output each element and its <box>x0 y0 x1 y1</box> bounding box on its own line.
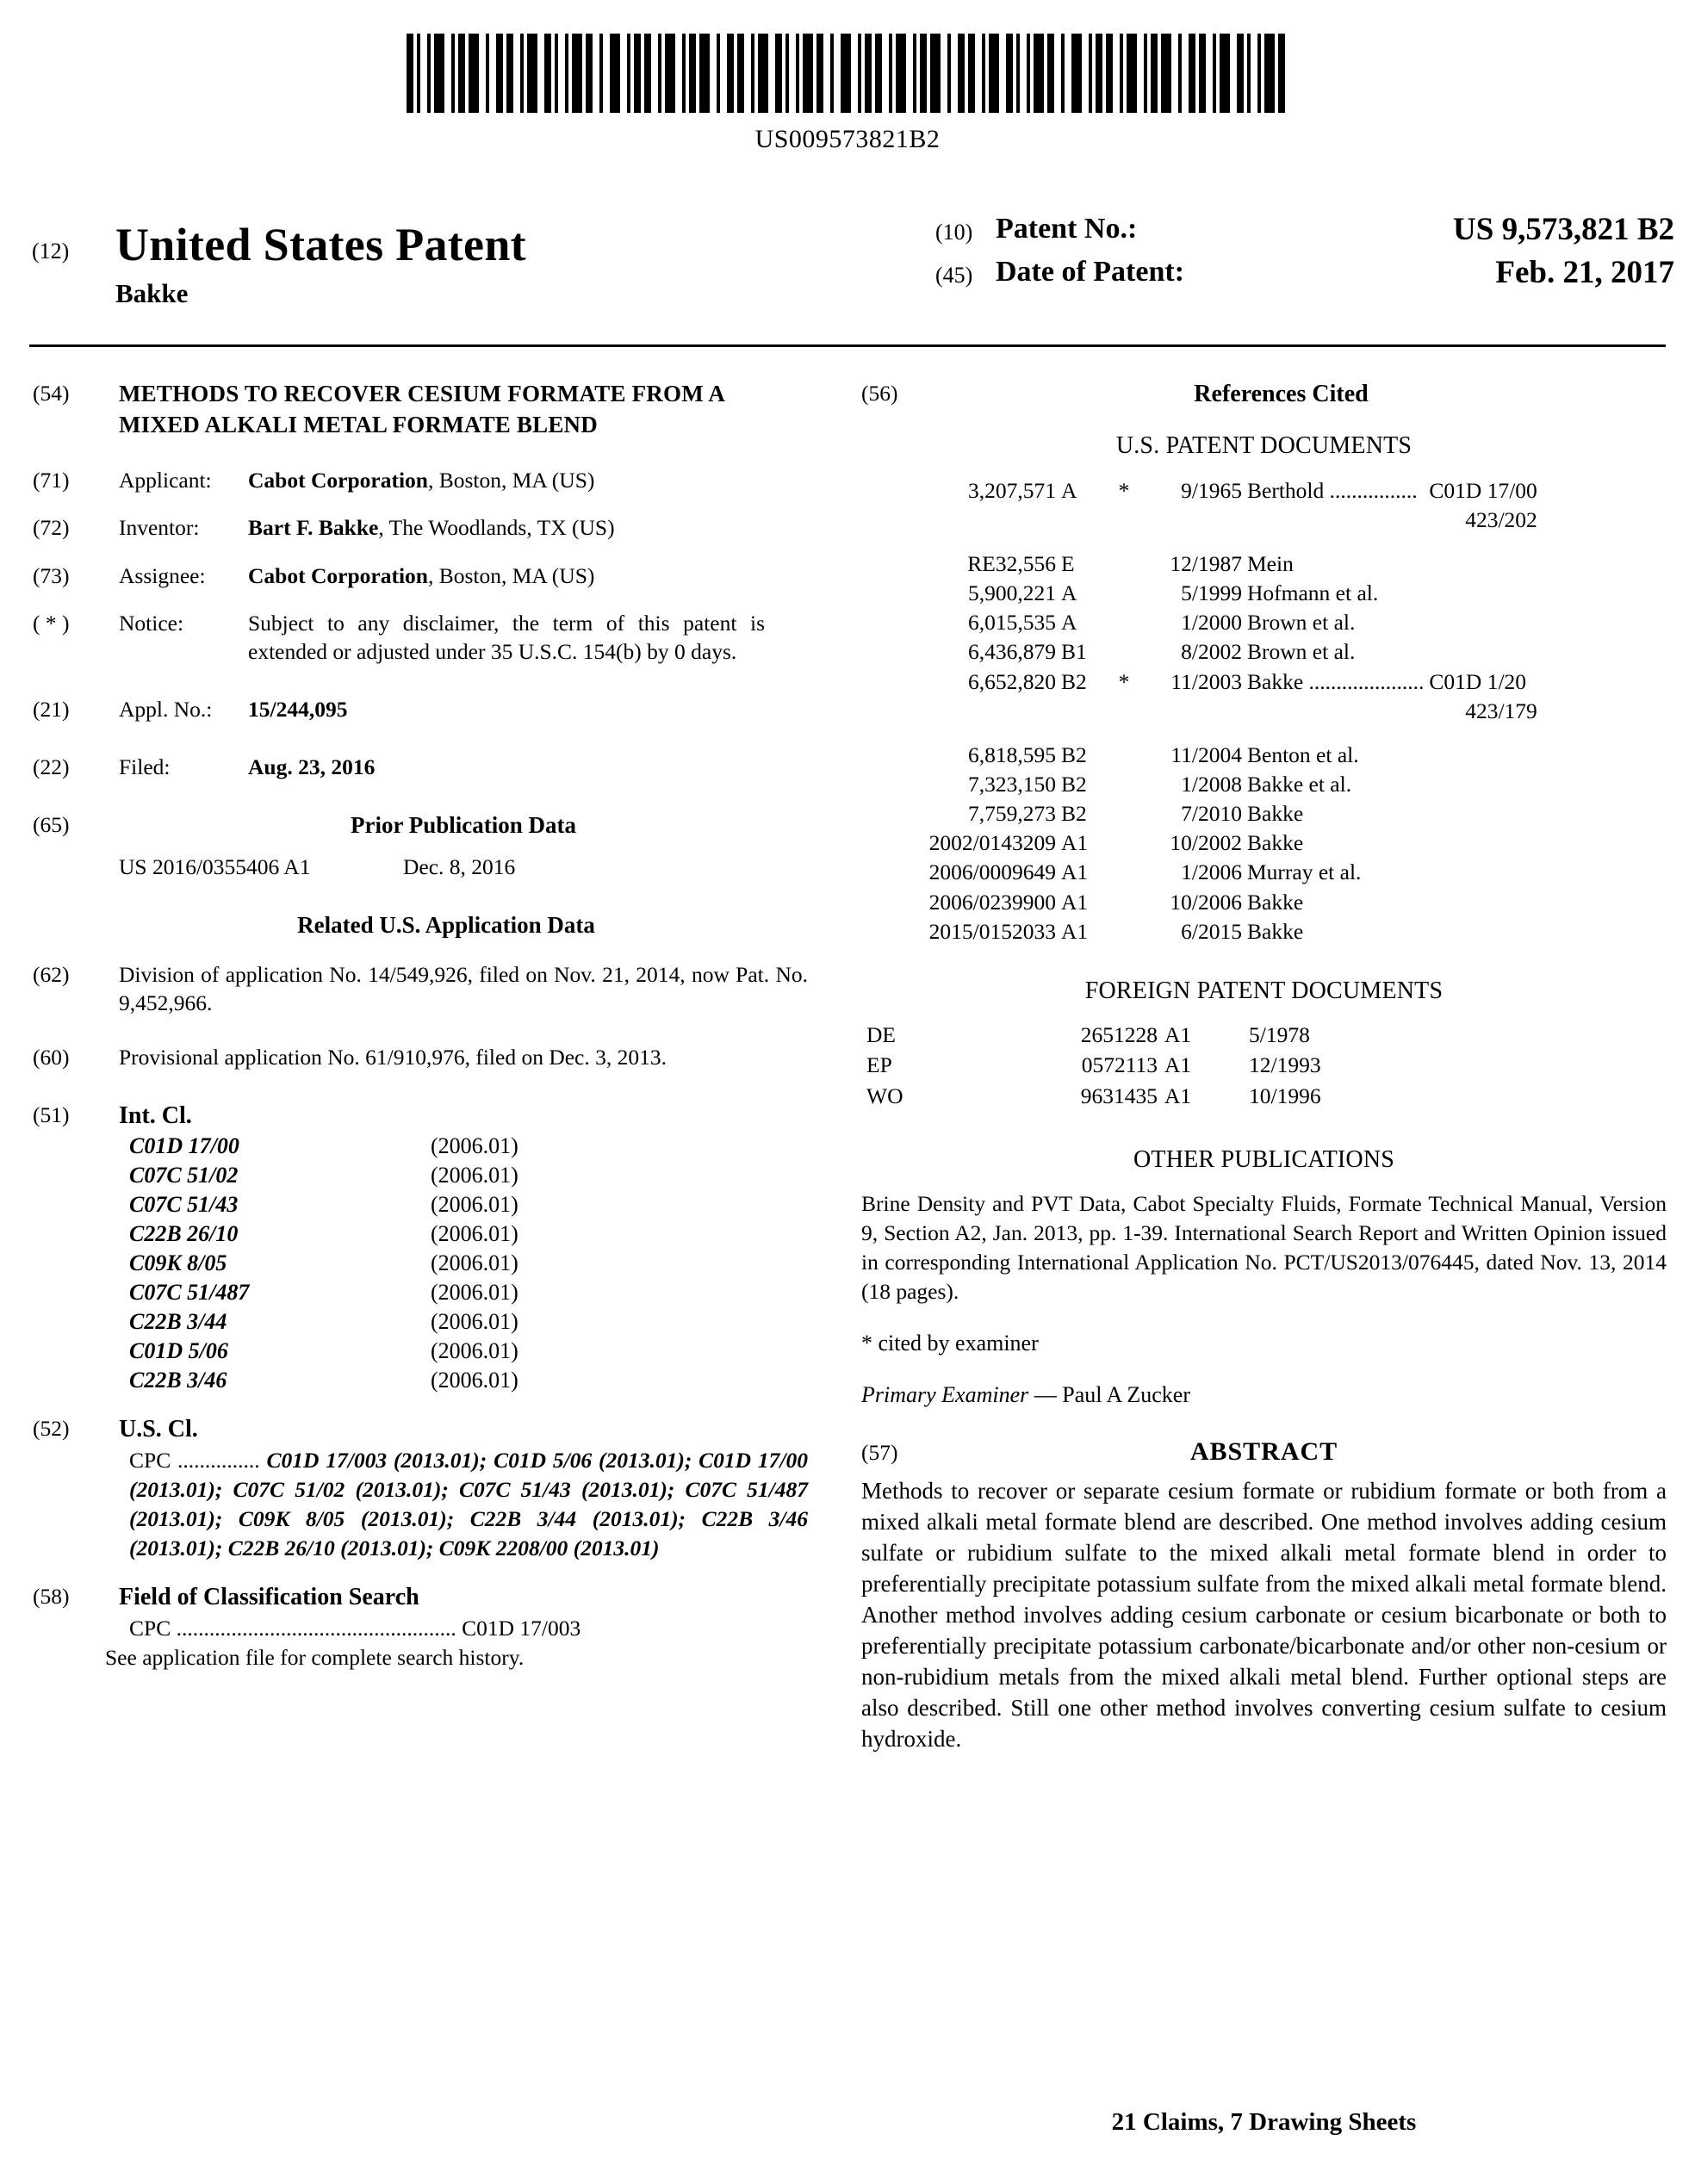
related-app-heading: Related U.S. Application Data <box>297 912 595 939</box>
reference-star: * <box>1118 477 1130 503</box>
intcl-date-value: (2006.01) <box>431 1250 518 1276</box>
primary-examiner <box>861 1381 1667 1410</box>
reference-name: Bakke <box>1247 889 1304 915</box>
patent-date-code: (45) <box>935 263 973 288</box>
table-row <box>866 770 1543 799</box>
table-row <box>866 828 1543 858</box>
abstract-text: Methods to recover or separate cesium formate or rubidium formate or both from a mixed alkali metal formate blend are described. One method involves adding cesium sulfate or rubidium sulfate to the mixed alkali metal formate blend in order to preferentially precipitate potassium sulfate from the mixed alkali metal formate blend. Another method involves adding cesium carbonate or cesium bicarbonate or both to preferentially precipitate potassium carbonate/bicarbonate and/or other non-cesium or non-rubidium metals from the mixed alkali metal blend. Further optional steps are also described. Still one other method involves converting cesium sulfate to cesium hydroxide. <box>861 1478 1667 1752</box>
primary-examiner-label: Primary Examiner <box>861 1381 1029 1407</box>
reference-name: Murray et al. <box>1247 859 1362 885</box>
division-code: (62) <box>33 961 70 987</box>
filed-code: (22) <box>33 754 70 780</box>
table-row <box>866 1051 1328 1081</box>
doc-code: (12) <box>32 239 70 264</box>
prior-pub-line <box>119 853 808 881</box>
reference-date: 8/2002 <box>1181 639 1242 665</box>
reference-name: Hofmann et al. <box>1247 580 1379 606</box>
reference-star <box>1114 579 1139 608</box>
reference-name: Brown et al. <box>1247 639 1356 665</box>
right-column <box>861 379 1667 1754</box>
masthead-right <box>916 211 1674 297</box>
patent-number-code: (10) <box>935 220 973 245</box>
reference-number: 2002/0143209 <box>928 830 1056 856</box>
intcl-code-value: C07C 51/02 <box>129 1163 239 1188</box>
intcl-row <box>129 1190 808 1219</box>
intcl-entry <box>33 1101 808 1395</box>
patent-date-value: Feb. 21, 2017 <box>1495 255 1674 290</box>
primary-examiner-value: — Paul A Zucker <box>1028 1381 1191 1407</box>
intcl-date-value: (2006.01) <box>431 1192 518 1218</box>
table-row <box>866 917 1543 946</box>
reference-subclass: 423/202 <box>1465 506 1537 532</box>
barcode-number: US009573821B2 <box>754 125 941 153</box>
other-publications-heading: OTHER PUBLICATIONS <box>1133 1145 1395 1173</box>
table-row <box>866 1082 1328 1112</box>
intcl-row <box>129 1337 808 1366</box>
patent-number-label: Patent No.: <box>996 213 1138 245</box>
reference-date: 1/2008 <box>1181 772 1242 797</box>
invention-title: METHODS TO RECOVER CESIUM FORMATE FROM A MIXED ALKALI METAL FORMATE BLEND <box>119 381 724 437</box>
table-row <box>866 608 1543 637</box>
prior-pub-code: (65) <box>33 812 70 838</box>
reference-number: 6,818,595 <box>968 741 1056 767</box>
fcs-cpc: CPC ................................................... C01D 17/003 <box>129 1615 581 1641</box>
foreign-kind: A1 <box>1164 1022 1192 1048</box>
prior-pub-heading: Prior Publication Data <box>351 812 576 839</box>
reference-date: 9/1965 <box>1181 477 1242 503</box>
notice-entry <box>33 609 808 666</box>
fcs-label: Field of Classification Search <box>119 1584 419 1611</box>
intcl-date-value: (2006.01) <box>431 1309 518 1335</box>
intcl-code-value: C22B 26/10 <box>129 1221 239 1247</box>
reference-kind: B1 <box>1061 639 1087 665</box>
reference-class <box>1429 828 1542 858</box>
inventor-surname: Bakke <box>115 278 189 308</box>
reference-date: 10/2006 <box>1170 889 1242 915</box>
uscl-text <box>129 1446 808 1564</box>
reference-number: 7,323,150 <box>968 772 1056 797</box>
reference-star <box>1114 917 1139 946</box>
reference-kind: A <box>1061 477 1077 503</box>
reference-date: 1/2000 <box>1181 610 1242 636</box>
reference-star <box>1114 770 1139 799</box>
fcs-entry <box>33 1582 808 1672</box>
foreign-country-code: EP <box>866 1052 892 1078</box>
title-entry <box>33 379 808 440</box>
us-patent-documents-table <box>866 476 1543 946</box>
reference-name: Mein <box>1247 551 1294 577</box>
table-spacer <box>866 726 1543 741</box>
related-heading-entry <box>33 910 808 940</box>
reference-kind: A <box>1061 610 1077 636</box>
reference-date: 1/2006 <box>1181 859 1242 885</box>
patent-date-row <box>916 254 1674 297</box>
intcl-row <box>129 1161 808 1190</box>
table-row-subclass <box>866 506 1543 535</box>
prior-pub-date: Dec. 8, 2016 <box>403 854 516 880</box>
table-row <box>866 799 1543 828</box>
assignee-body <box>119 562 808 590</box>
filed-label: Filed: <box>119 754 171 780</box>
table-row-subclass <box>866 697 1543 726</box>
table-row <box>866 741 1543 770</box>
applicant-label: Applicant: <box>119 468 212 493</box>
intcl-row <box>129 1366 808 1395</box>
reference-kind: B2 <box>1061 741 1087 767</box>
intcl-date-value: (2006.01) <box>431 1133 518 1159</box>
reference-class <box>1429 741 1542 770</box>
reference-number: 3,207,571 <box>968 477 1056 503</box>
notice-text: Subject to any disclaimer, the term of this patent is extended or adjusted under 35 U.S.C. 154(b) by 0 days. <box>248 610 765 664</box>
reference-kind: A1 <box>1061 859 1089 885</box>
reference-name: Bakke <box>1247 801 1304 827</box>
reference-class <box>1429 579 1542 608</box>
reference-number: RE32,556 <box>967 551 1056 577</box>
table-row <box>866 476 1543 506</box>
reference-class <box>1429 637 1542 667</box>
reference-number: 7,759,273 <box>968 801 1056 827</box>
abstract-code: (57) <box>861 1440 898 1466</box>
claims-sheets-line: 21 Claims, 7 Drawing Sheets <box>1111 2108 1417 2136</box>
title-code: (54) <box>33 381 70 406</box>
appl-no-code: (21) <box>33 696 70 722</box>
foreign-number: 2651228 <box>1080 1022 1158 1048</box>
reference-number: 6,015,535 <box>968 610 1056 636</box>
reference-kind: B2 <box>1061 801 1087 827</box>
uscl-codes: C01D 17/003 (2013.01); C01D 5/06 (2013.01); C01D 17/00 (2013.01); C07C 51/02 (2013.01); C07C 51/43 (2013.01); C07C 51/487 (2013.01); C09K 8/05 (2013.01); C22B 3/44 (2013.01); C22B 3/46 (2013.01); C22B 26/10 (2013.01); C09K 2208/00 (2013.01) <box>129 1447 808 1561</box>
fcs-note: See application file for complete search history. <box>105 1644 525 1670</box>
intcl-code: (51) <box>33 1101 70 1127</box>
reference-star <box>1114 608 1139 637</box>
reference-class <box>1429 917 1542 946</box>
reference-number: 5,900,221 <box>968 580 1056 606</box>
reference-class <box>1429 770 1542 799</box>
reference-date: 5/1999 <box>1181 580 1242 606</box>
reference-kind: B2 <box>1061 668 1087 694</box>
foreign-kind: A1 <box>1164 1083 1192 1108</box>
intcl-code-value: C07C 51/487 <box>129 1280 250 1306</box>
reference-star <box>1114 637 1139 667</box>
intcl-label: Int. Cl. <box>119 1101 192 1129</box>
foreign-kind: A1 <box>1164 1052 1192 1078</box>
appl-no-label: Appl. No.: <box>119 696 213 722</box>
us-docs-heading: U.S. PATENT DOCUMENTS <box>1115 432 1412 460</box>
reference-kind: A <box>1061 580 1077 606</box>
appl-no-value: 15/244,095 <box>248 696 348 722</box>
reference-kind: A1 <box>1061 830 1089 856</box>
foreign-date: 12/1993 <box>1249 1052 1321 1078</box>
masthead <box>29 211 1674 340</box>
filed-entry <box>33 753 808 781</box>
intcl-date-value: (2006.01) <box>431 1221 518 1247</box>
reference-class <box>1429 858 1542 887</box>
intcl-date-value: (2006.01) <box>431 1163 518 1188</box>
intcl-code-value: C07C 51/43 <box>129 1192 239 1218</box>
foreign-docs-heading: FOREIGN PATENT DOCUMENTS <box>1084 977 1444 1004</box>
reference-date: 12/1987 <box>1170 551 1242 577</box>
foreign-date: 10/1996 <box>1249 1083 1321 1108</box>
reference-date: 11/2003 <box>1170 668 1242 694</box>
foreign-country-code: WO <box>866 1083 903 1108</box>
barcode-area <box>0 26 1695 154</box>
division-text: Division of application No. 14/549,926, filed on Nov. 21, 2014, now Pat. No. 9,452,966. <box>119 961 808 1015</box>
intcl-code-value: C01D 17/00 <box>129 1133 239 1159</box>
assignee-entry <box>33 562 808 590</box>
assignee-name: Cabot Corporation <box>248 562 428 588</box>
reference-class <box>1429 549 1542 579</box>
reference-number: 2006/0009649 <box>928 859 1056 885</box>
patent-number-row <box>916 211 1674 254</box>
intcl-code-value: C01D 5/06 <box>129 1338 228 1364</box>
header-divider <box>29 344 1666 347</box>
references-heading: References Cited <box>1194 381 1369 407</box>
reference-kind: A1 <box>1061 889 1089 915</box>
reference-name: Berthold ................ <box>1247 477 1418 503</box>
intcl-code-value: C22B 3/44 <box>129 1309 227 1335</box>
intcl-row <box>129 1307 808 1337</box>
table-row <box>866 888 1543 917</box>
uscl-code: (52) <box>33 1416 70 1442</box>
inventor-location: , The Woodlands, TX (US) <box>378 515 615 541</box>
assignee-location: , Boston, MA (US) <box>427 562 595 588</box>
applicant-body <box>119 466 808 494</box>
provisional-code: (60) <box>33 1044 70 1070</box>
table-row <box>866 858 1543 887</box>
table-row <box>866 579 1543 608</box>
foreign-date: 5/1978 <box>1249 1022 1310 1048</box>
patent-number-value: US 9,573,821 B2 <box>1453 212 1674 247</box>
reference-date: 10/2002 <box>1170 830 1242 856</box>
foreign-number: 0572113 <box>1081 1052 1158 1078</box>
reference-class: C01D 17/00 <box>1429 477 1537 503</box>
intcl-code-value: C09K 8/05 <box>129 1250 227 1276</box>
applicant-name: Cabot Corporation <box>248 468 428 493</box>
notice-label: Notice: <box>119 610 184 636</box>
reference-name: Benton et al. <box>1247 741 1359 767</box>
barcode-image <box>407 34 1288 113</box>
intcl-row <box>129 1219 808 1249</box>
patent-date-label: Date of Patent: <box>996 256 1185 288</box>
table-spacer <box>866 535 1543 549</box>
fcs-code: (58) <box>33 1584 70 1610</box>
reference-number: 2006/0239900 <box>928 889 1056 915</box>
foreign-number: 9631435 <box>1080 1083 1158 1108</box>
reference-name: Bakke ..................... <box>1247 668 1425 694</box>
uscl-entry <box>33 1414 808 1563</box>
intcl-date-value: (2006.01) <box>431 1338 518 1364</box>
reference-number: 6,652,820 <box>968 668 1056 694</box>
intcl-date-value: (2006.01) <box>431 1368 518 1393</box>
intcl-row <box>129 1132 808 1161</box>
assignee-label: Assignee: <box>119 562 206 588</box>
provisional-text: Provisional application No. 61/910,976, filed on Dec. 3, 2013. <box>119 1044 667 1070</box>
notice-code: ( * ) <box>33 610 70 636</box>
reference-kind: A1 <box>1061 918 1089 944</box>
cited-by-examiner: * cited by examiner <box>861 1330 1039 1356</box>
references-header <box>861 379 1667 410</box>
reference-date: 11/2004 <box>1170 741 1242 767</box>
reference-class: C01D 1/20 <box>1429 668 1527 694</box>
reference-name: Bakke et al. <box>1247 772 1352 797</box>
reference-number: 2015/0152033 <box>928 918 1056 944</box>
intcl-date-value: (2006.01) <box>431 1280 518 1306</box>
reference-class <box>1429 608 1542 637</box>
table-row <box>866 549 1543 579</box>
applicant-entry <box>33 466 808 494</box>
reference-name: Brown et al. <box>1247 610 1356 636</box>
inventor-code: (72) <box>33 515 70 541</box>
left-column <box>33 379 808 1691</box>
uscl-label: U.S. Cl. <box>119 1416 198 1443</box>
inventor-body <box>119 513 808 542</box>
foreign-patent-documents-table <box>866 1021 1328 1111</box>
reference-class <box>1429 888 1542 917</box>
intcl-table <box>33 1132 808 1395</box>
other-publications-text: Brine Density and PVT Data, Cabot Specialty Fluids, Formate Technical Manual, Version 9, Section A2, Jan. 2013, pp. 1-39. International Search Report and Written Opinion issued in corresponding International Application No. PCT/US2013/076445, dated Nov. 13, 2014 (18 pages). <box>861 1191 1667 1304</box>
reference-star <box>1114 828 1139 858</box>
reference-subclass: 423/179 <box>1465 698 1537 723</box>
table-row <box>866 1021 1328 1051</box>
provisional-entry <box>33 1043 808 1071</box>
intcl-row <box>129 1249 808 1278</box>
reference-star: * <box>1118 668 1130 694</box>
reference-kind: B2 <box>1061 772 1087 797</box>
reference-star <box>1114 741 1139 770</box>
abstract-heading: ABSTRACT <box>1189 1437 1338 1467</box>
inventor-name: Bart F. Bakke <box>248 515 379 541</box>
prior-pub-body <box>119 810 808 881</box>
appl-no-body <box>119 695 808 723</box>
reference-number: 6,436,879 <box>968 639 1056 665</box>
uscl-prefix: CPC ............... <box>129 1447 260 1473</box>
filed-body <box>119 753 808 781</box>
reference-kind: E <box>1061 551 1075 577</box>
applicant-location: , Boston, MA (US) <box>427 468 595 493</box>
assignee-code: (73) <box>33 562 70 588</box>
inventor-entry <box>33 513 808 542</box>
prior-pub-number: US 2016/0355406 A1 <box>119 854 311 880</box>
prior-pub-entry <box>33 810 808 881</box>
abstract-header <box>861 1435 1667 1469</box>
reference-star <box>1114 549 1139 579</box>
inventor-label: Inventor: <box>119 515 200 541</box>
reference-date: 7/2010 <box>1181 801 1242 827</box>
reference-name: Bakke <box>1247 830 1304 856</box>
reference-date: 6/2015 <box>1181 918 1242 944</box>
reference-star <box>1114 799 1139 828</box>
notice-body <box>119 609 808 666</box>
filed-value: Aug. 23, 2016 <box>248 754 376 780</box>
reference-star <box>1114 888 1139 917</box>
intcl-row <box>129 1278 808 1307</box>
division-entry <box>33 960 808 1017</box>
reference-star <box>1114 858 1139 887</box>
intcl-code-value: C22B 3/46 <box>129 1368 227 1393</box>
foreign-country-code: DE <box>866 1022 896 1048</box>
table-row <box>866 637 1543 667</box>
applicant-code: (71) <box>33 468 70 493</box>
reference-name: Bakke <box>1247 918 1304 944</box>
reference-class <box>1429 799 1542 828</box>
table-row <box>866 667 1543 697</box>
references-code: (56) <box>861 381 898 406</box>
appl-no-entry <box>33 695 808 723</box>
page-title: United States Patent <box>115 219 526 270</box>
